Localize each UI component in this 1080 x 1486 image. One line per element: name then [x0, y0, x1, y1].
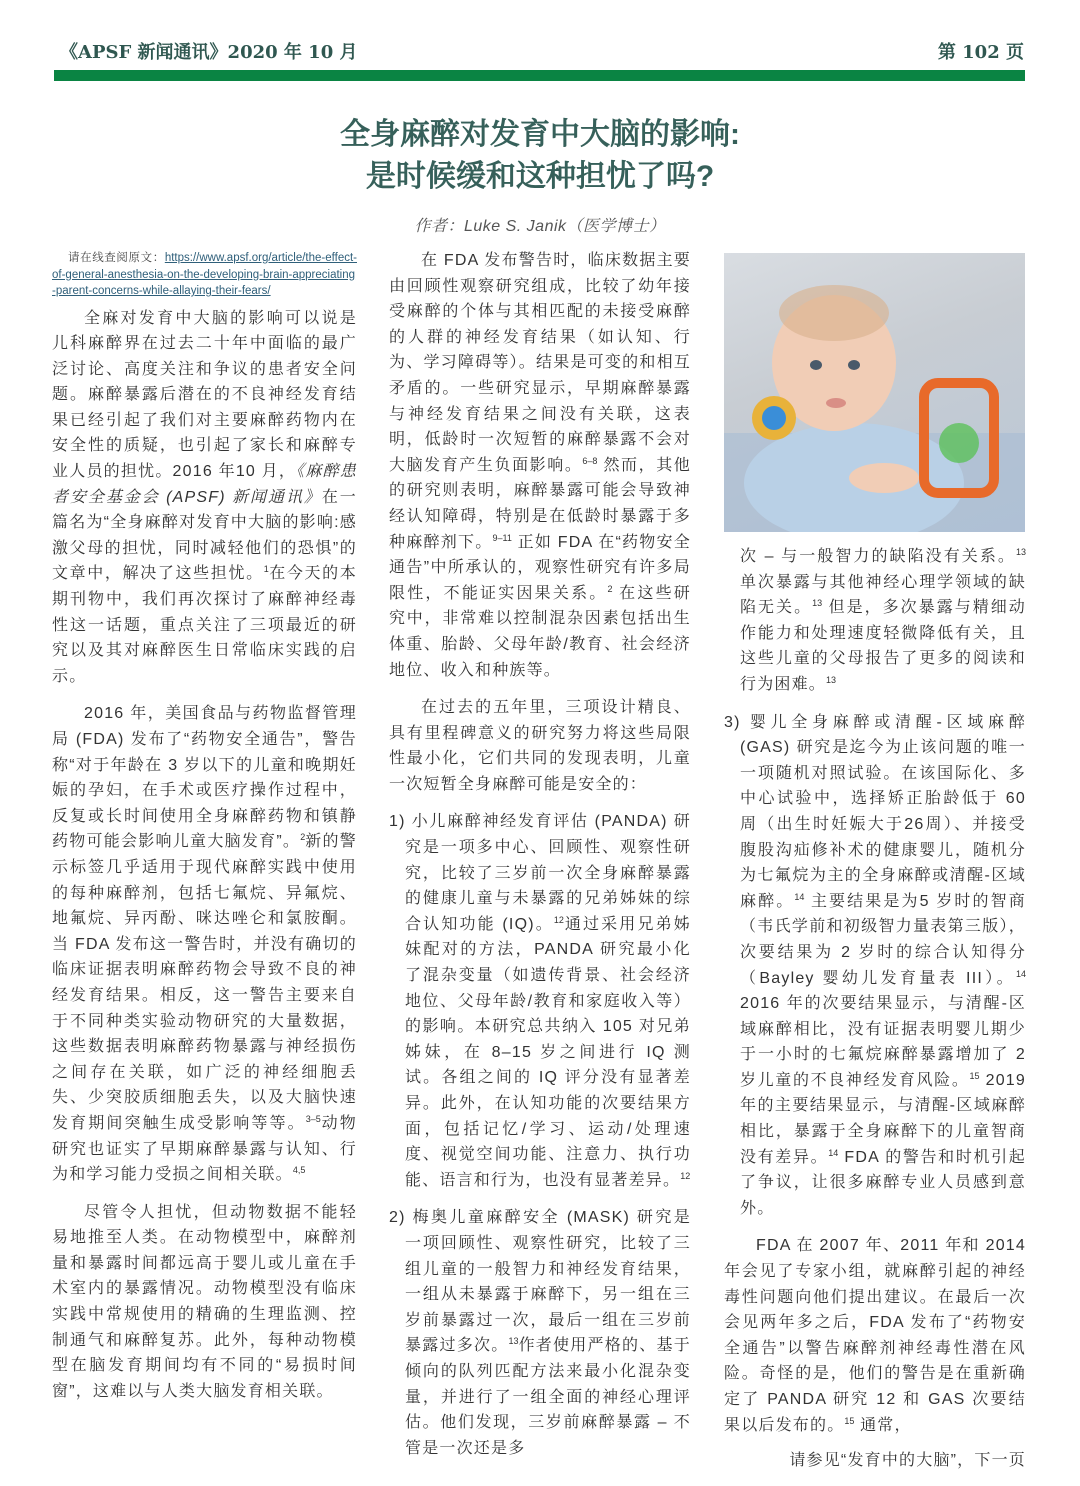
text-segment: 2) 梅奥儿童麻醉安全 (MASK) 研究是一项回顾性、观察性研究，比较了三组儿童的一般智力和神经发育结果，一组从未暴露于麻醉下，另一组在三岁前暴露过一次，最后一组在三岁前暴露过多次。	[389, 1209, 691, 1355]
citation-superscript: 2	[607, 583, 613, 594]
body-paragraph	[724, 544, 1026, 698]
citation-superscript: 2	[300, 832, 306, 843]
column-2	[389, 248, 691, 1473]
citation-superscript: 6–8	[582, 455, 598, 466]
text-segment: 在一篇名为“全身麻醉对发育中大脑的影响:感激父母的担忧，同时减轻他们的恐惧”的文章中，解决了这些担忧。	[52, 488, 357, 583]
text-segment: 正如 FDA 在“药物安全通告”中所承认的，观察性研究有许多局限性，不能证实因果关系。	[389, 533, 691, 602]
online-source-label: 请在线查阅原文：	[68, 252, 165, 264]
text-segment: 1) 小儿麻醉神经发育评估 (PANDA) 研究是一项多中心、回顾性、观察性研究，比较了三岁前一次全身麻醉暴露的健康儿童与未暴露的兄弟姊妹的综合认知功能 (IQ)。	[389, 813, 691, 933]
text-segment: 请参见“发育中的大脑”，下一页	[789, 1452, 1026, 1470]
page-number: 第 102 页	[937, 42, 1024, 63]
text-segment: 动物研究也证实了早期麻醉暴露与认知、行为和学习能力受损之间相关联。	[52, 1114, 357, 1184]
citation-superscript: 14	[794, 891, 805, 902]
citation-superscript: 14	[1015, 968, 1026, 979]
text-segment: 次 – 与一般智力的缺陷没有关系。	[740, 548, 1016, 565]
text-segment: 在 FDA 发布警告时，临床数据主要由回顾性观察研究组成，比较了幼年接受麻醉的个体与其相匹配的未接受麻醉的人群的神经发育结果（如认知、行为、学习障碍等）。结果是可变的和相互矛盾的。一些研究显示，早期麻醉暴露与神经发育结果之间没有关联，这表明，低龄时一次短暂的麻醉暴露不会对大脑发育产生负面影响。	[389, 252, 691, 474]
online-source-link[interactable]: https://www.apsf.org/article/the-effect-of-general-anesthesia-on-the-developing-brain-appreciating-parent-concerns-while-allaying-their-fears/	[52, 252, 357, 297]
text-segment: 在过去的五年里，三项设计精良、具有里程碑意义的研究努力将这些局限性最小化，它们共同的发现表明，儿童一次短暂全身麻醉可能是安全的：	[389, 699, 691, 793]
citation-superscript: 13	[812, 598, 823, 609]
citation-superscript: 12	[553, 914, 564, 925]
text-segment: 全麻对发育中大脑的影响可以说是儿科麻醉界在过去二十年中面临的最广泛讨论、高度关注和争议的患者安全问题。麻醉暴露后潜在的不良神经发育结果已经引起了我们对主要麻醉药物内在安全性的质疑，也引起了家长和麻醉专业人员的担忧。2016 年10 月，	[52, 309, 357, 481]
text-segment: 2016 年的次要结果显示，与清醒-区域麻醉相比，没有证据表明婴儿期少于一小时的七氟烷麻醉暴露增加了 2 岁儿童的不良神经发育风险。	[740, 995, 1026, 1089]
body-paragraph	[389, 695, 691, 797]
text-segment: 然而，其他的研究则表明，麻醉暴露可能会导致神经认知障碍，特别是在低龄时暴露于多种麻醉剂下。	[389, 456, 691, 551]
column-2-paragraphs	[389, 248, 691, 1461]
study-list-item	[724, 710, 1026, 1222]
baby-photo	[724, 253, 1025, 532]
online-source-note	[52, 250, 357, 300]
body-paragraph	[52, 1200, 357, 1405]
text-segment: 通过采用兄弟姊妹配对的方法，PANDA 研究最小化了混杂变量（如遗传背景、社会经济地位、父母年龄/教育和家庭收入等）的影响。本研究总共纳入 105 对兄弟姊妹，在 8–15 岁之间进行 IQ 测试。各组之间的 IQ 评分没有显著差异。此外，在认知功能的次要结果方面，包括记忆/学习、运动/处理速度、视觉空间功能、注意力、执行功能、语言和行为，也没有显著差异。	[405, 915, 691, 1189]
body-paragraph	[52, 306, 357, 690]
continued-reference	[724, 1448, 1026, 1474]
text-segment: 新的警示标签几乎适用于现代麻醉实践中使用的每种麻醉剂，包括七氟烷、异氟烷、地氟烷、异丙酚、咪达唑仑和氯胺酮。当 FDA 发布这一警告时，并没有确切的临床证据表明麻醉药物会导致不良的神经发育结果。相反，这一警告主要来自于不同种类实验动物研究的大量数据，这些数据表明麻醉药物暴露与神经损伤之间存在关联，如广泛的神经细胞丢失、少突胶质细胞丢失，以及大脑快速发育期间突触生成受影响等等。	[52, 833, 357, 1132]
column-3-paragraphs	[724, 544, 1026, 1474]
citation-superscript: 9–11	[492, 532, 512, 543]
text-segment: 3) 婴儿全身麻醉或清醒-区域麻醉 (GAS) 研究是迄今为止该问题的唯一一项随机对照试验。在该国际化、多中心试验中，选择矫正胎龄低于 60 周（出生时妊娠大于26周）、并接受腹股沟疝修补术的健康婴儿，随机分为七氟烷为主的全身麻醉或清醒-区域麻醉。	[724, 713, 1026, 910]
baby-photo-illustration	[724, 253, 1025, 532]
study-list-item	[389, 809, 691, 1193]
citation-superscript: 1	[263, 564, 269, 575]
column-3	[724, 544, 1026, 1486]
text-segment: 主要结果是为5 岁时的智商（韦氏学前和初级智力量表第三版），次要结果为 2 岁时的综合认知得分（Bayley 婴幼儿发育量表 III）。	[740, 892, 1026, 987]
citation-superscript: 13	[508, 1336, 519, 1347]
text-segment: 通常，	[854, 1416, 912, 1434]
header-divider	[54, 70, 1025, 81]
citation-superscript: 3–5	[305, 1113, 321, 1124]
body-paragraph	[389, 248, 691, 683]
citation-superscript: 12	[680, 1170, 691, 1181]
body-paragraph	[52, 701, 357, 1187]
text-segment: FDA 的警告和时机引起了争议，让很多麻醉专业人员感到意外。	[740, 1148, 1026, 1217]
citation-superscript: 13	[1015, 547, 1026, 557]
italic-text: 《麻醉患者安全基金会 (APSF) 新闻通讯》	[52, 463, 357, 506]
text-segment: FDA 在 2007 年、2011 年和 2014 年会见了专家小组，就麻醉引起的神经毒性问题向他们提出建议。在最后一次会见两年多之后，FDA 发布了“药物安全通告”以警告麻醉剂神经毒性潜在风险。奇怪的是，他们的警告是在重新确定了 PANDA 研究 12 和 GAS 次要结果以后发布的。	[724, 1237, 1026, 1434]
text-segment: 尽管令人担忧，但动物数据不能轻易地推至人类。在动物模型中，麻醉剂量和暴露时间都远高于婴儿或儿童在手术室内的暴露情况。动物模型没有临床实践中常规使用的精确的生理监测、控制通气和麻醉复苏。此外，每种动物模型在脑发育期间均有不同的“易损时间窗”，这难以与人类大脑发育相关联。	[52, 1203, 357, 1400]
citation-superscript: 15	[844, 1415, 855, 1426]
body-paragraph	[724, 1233, 1026, 1438]
text-segment: 2019 年的主要结果显示，与清醒-区域麻醉相比，暴露于全身麻醉下的儿童智商没有差异。	[740, 1071, 1026, 1166]
text-segment: 作者使用严格的、基于倾向的队列匹配方法来最小化混杂变量，并进行了一组全面的神经心理评估。他们发现，三岁前麻醉暴露 – 不管是一次还是多	[405, 1337, 691, 1457]
article-title	[0, 114, 1080, 198]
publication-header: 《APSF 新闻通讯》2020 年 10 月	[60, 42, 358, 63]
text-segment: 在今天的本期刊物中，我们再次探讨了麻醉神经毒性这一话题，重点关注了三项最近的研究以及其对麻醉医生日常临床实践的启示。	[52, 565, 357, 685]
text-segment: 单次暴露与其他神经心理学领域的缺陷无关。	[740, 573, 1026, 617]
text-segment: 但是，多次暴露与精细动作能力和处理速度轻微降低有关，且这些儿童的父母报告了更多的阅读和行为困难。	[740, 599, 1026, 693]
column-1	[52, 250, 357, 1416]
citation-superscript: 15	[969, 1070, 980, 1081]
title-line-1: 全身麻醉对发育中大脑的影响:	[340, 118, 740, 151]
citation-superscript: 13	[826, 674, 837, 685]
column-1-paragraphs	[52, 306, 357, 1405]
study-list-item	[389, 1205, 691, 1461]
citation-superscript: 14	[828, 1147, 839, 1158]
text-segment: 在这些研究中，非常难以控制混杂因素包括出生体重、胎龄、父母年龄/教育、社会经济地位、收入和种族等。	[389, 584, 691, 679]
citation-superscript: 4,5	[292, 1165, 306, 1176]
author-byline: 作者：Luke S. Janik（医学博士）	[414, 218, 666, 235]
title-line-2: 是时候缓和这种担忧了吗?	[365, 160, 715, 193]
text-segment: 2016 年，美国食品与药物监督管理局 (FDA) 发布了“药物安全通告”，警告称“对于年龄在 3 岁以下的儿童和晚期妊娠的孕妇，在手术或医疗操作过程中，反复或长时间使用全身麻醉药物和镇静药物可能会影响儿童大脑发育”。	[52, 705, 357, 851]
